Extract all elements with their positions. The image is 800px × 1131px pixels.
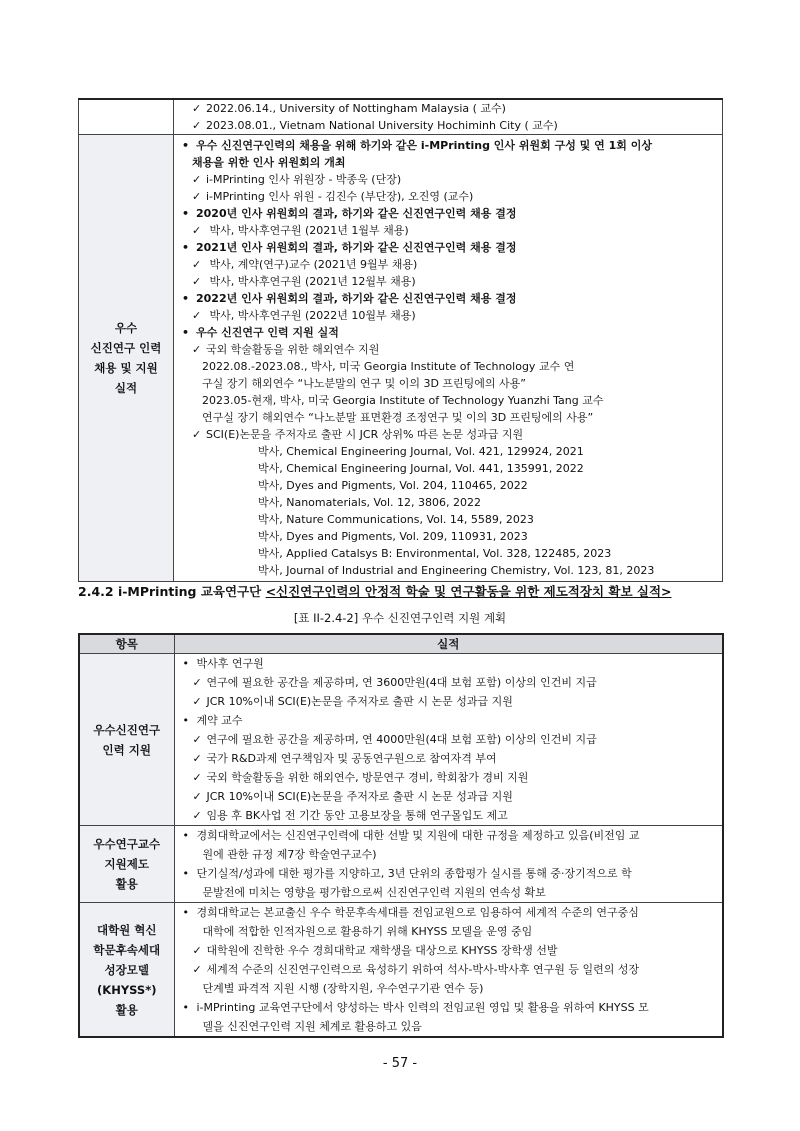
label-text: 활용	[115, 1002, 138, 1017]
line-text: 박사후 연구원	[196, 657, 264, 670]
line-text: JCR 10%이내 SCI(E)논문을 주저자로 출판 시 논문 성과급 지원	[206, 790, 513, 803]
check-icon: ✓	[192, 258, 202, 271]
line-text: 2023.05-현재, 박사, 미국 Georgia Institute of Technology Yuanzhi Tang 교수	[202, 394, 604, 407]
table-row	[79, 903, 723, 1038]
text-line	[174, 392, 722, 409]
text-line	[174, 477, 722, 494]
line-text: 우수 신진연구 인력 지원 실적	[196, 326, 339, 339]
section-heading-title: <신진연구인력의 안정적 학술 및 연구활동을 위한 제도적장치 확보 실적>	[265, 584, 672, 599]
bullet-icon: •	[182, 292, 190, 305]
bullet-item	[175, 826, 723, 845]
bullet-icon: •	[182, 829, 189, 842]
check-item	[175, 730, 723, 749]
line-text: 국외 학술활동을 위한 해외연수 지원	[206, 343, 380, 356]
row-content-cell	[174, 903, 723, 1038]
line-text: 임용 후 BK사업 전 기간 동안 고용보장을 통해 연구몰입도 제고	[206, 809, 508, 822]
check-item	[174, 341, 722, 358]
bullet-icon: •	[182, 326, 190, 339]
line-text: 2023.08.01., Vietnam National University Hochiminh City ( 교수)	[206, 119, 558, 132]
line-text: 박사, Applied Catalsys B: Environmental, Vol. 328, 122485, 2023	[258, 547, 612, 560]
bullet-icon: •	[182, 207, 190, 220]
line-text: 2021년 인사 위원회의 결과, 하기와 같은 신진연구인력 채용 결정	[196, 241, 517, 254]
line-text: 박사, Nanomaterials, Vol. 12, 3806, 2022	[258, 496, 481, 509]
line-text: i-MPrinting 인사 위원장 - 박종욱 (단장)	[206, 173, 402, 186]
line-text: 2022.08.-2023.08., 박사, 미국 Georgia Institute of Technology 교수 연	[202, 360, 575, 373]
line-text: 원에 관한 규정 제7장 학술연구교수)	[202, 848, 377, 861]
bullet-item	[175, 998, 723, 1017]
check-item	[175, 749, 723, 768]
row-label-cell	[79, 826, 174, 903]
check-item	[174, 117, 722, 134]
line-text: 경희대학교에서는 신진연구인력에 대한 선발 및 지원에 대한 규정을 제정하고 있음(비전임 교	[196, 829, 640, 842]
check-item	[175, 768, 723, 787]
row-label-cell	[79, 654, 174, 826]
text-line	[174, 443, 722, 460]
header-result: 실적	[174, 634, 723, 654]
line-text: 대학원에 진학한 우수 경희대학교 재학생을 대상으로 KHYSS 장학생 선발	[206, 944, 558, 957]
check-icon: ✓	[192, 809, 202, 822]
text-line	[174, 528, 722, 545]
line-text: 박사, 박사후연구원 (2021년 12월부 채용)	[206, 275, 416, 288]
bullet-item	[175, 903, 723, 922]
text-line	[175, 883, 723, 902]
check-icon: ✓	[192, 733, 202, 746]
bullet-item	[174, 239, 722, 256]
line-text: 박사, Chemical Engineering Journal, Vol. 441, 135991, 2022	[258, 462, 584, 475]
bullet-item	[175, 711, 723, 730]
label-text: 신진연구 인력	[90, 341, 162, 355]
row-content-cell	[174, 654, 723, 826]
line-text: 박사, 계약(연구)교수 (2021년 9월부 채용)	[206, 258, 418, 271]
bullet-icon: •	[182, 1001, 189, 1014]
line-text: 구실 장기 해외연수 “나노분말의 연구 및 이의 3D 프린팅에의 사용”	[202, 377, 526, 390]
bullet-item	[174, 324, 722, 341]
check-icon: ✓	[192, 428, 202, 441]
check-icon: ✓	[192, 343, 202, 356]
text-line	[174, 511, 722, 528]
label-text: 우수연구교수	[93, 837, 161, 851]
label-text: 활용	[115, 877, 138, 891]
check-icon: ✓	[192, 963, 202, 976]
text-line	[174, 562, 722, 579]
header-item: 항목	[79, 634, 174, 654]
recruitment-content-cell	[174, 135, 723, 582]
check-item	[174, 171, 722, 188]
text-line	[174, 545, 722, 562]
line-text: 단기실적/성과에 대한 평가를 지양하고, 3년 단위의 종합평가 실시를 통해 중·장기적으로 학	[196, 867, 632, 880]
check-icon: ✓	[192, 790, 202, 803]
line-text: 연구실 장기 해외연수 “나노분말 표면환경 조정연구 및 이의 3D 프린팅에의 사용”	[202, 411, 594, 424]
bullet-icon: •	[182, 139, 190, 152]
section-heading	[78, 582, 728, 600]
line-text: 2022.06.14., University of Nottingham Malaysia ( 교수)	[206, 102, 506, 115]
line-text: 연구에 필요한 공간을 제공하며, 연 3600만원(4대 보험 포함) 이상의 인건비 지급	[206, 676, 597, 689]
label-text: 대학원 혁신	[96, 922, 157, 937]
recruitment-table	[78, 98, 723, 582]
label-text: 인력 지원	[102, 742, 151, 757]
table-caption: [표 II-2.4-2] 우수 신진연구인력 지원 계획	[293, 611, 507, 625]
check-item	[175, 960, 723, 979]
text-line	[174, 375, 722, 392]
line-text: 박사, Nature Communications, Vol. 14, 5589, 2023	[258, 513, 534, 526]
check-icon: ✓	[192, 944, 202, 957]
line-text: 2022년 인사 위원회의 결과, 하기와 같은 신진연구인력 채용 결정	[196, 292, 517, 305]
check-item	[174, 188, 722, 205]
check-icon: ✓	[192, 771, 202, 784]
section-heading-prefix: 2.4.2 i-MPrinting 교육연구단	[78, 584, 266, 599]
label-text: 학문후속세대	[93, 942, 161, 957]
text-line	[174, 358, 722, 375]
continued-content-cell	[174, 99, 723, 135]
bullet-icon: •	[182, 657, 189, 670]
text-line	[174, 154, 722, 171]
table-row	[79, 826, 723, 903]
line-text: 박사, Dyes and Pigments, Vol. 209, 110931, 2023	[258, 530, 528, 543]
line-text: SCI(E)논문을 주저자로 출판 시 JCR 상위% 따른 논문 성과급 지원	[206, 428, 524, 441]
line-text: i-MPrinting 교육연구단에서 양성하는 박사 인력의 전임교원 영입 및 활용을 위하여 KHYSS 모	[196, 1001, 649, 1014]
bullet-item	[174, 290, 722, 307]
check-icon: ✓	[192, 102, 202, 115]
line-text: i-MPrinting 인사 위원 - 김진수 (부단장), 오진영 (교수)	[206, 190, 474, 203]
bullet-item	[175, 654, 723, 673]
text-line	[175, 922, 723, 941]
check-item	[175, 787, 723, 806]
row-label-cell	[79, 903, 174, 1038]
check-item	[174, 100, 722, 117]
check-item	[175, 692, 723, 711]
line-text: 박사, Dyes and Pigments, Vol. 204, 110465, 2022	[258, 479, 528, 492]
check-icon: ✓	[192, 309, 202, 322]
line-text: 델을 신진연구인력 지원 체계로 활용하고 있음	[202, 1020, 422, 1033]
line-text: 계약 교수	[196, 714, 243, 727]
bullet-icon: •	[182, 241, 190, 254]
line-text: 국외 학술활동을 위한 해외연수, 방문연구 경비, 학회참가 경비 지원	[206, 771, 529, 784]
line-text: 박사, 박사후연구원 (2021년 1월부 채용)	[206, 224, 409, 237]
check-item	[175, 673, 723, 692]
label-text: 성장모델	[104, 962, 149, 977]
check-icon: ✓	[192, 190, 202, 203]
text-line	[174, 494, 722, 511]
label-text: 지원제도	[104, 857, 149, 871]
line-text: 단계별 파격적 지원 시행 (장학지원, 우수연구기관 연수 등)	[202, 982, 484, 995]
line-text: 박사, Journal of Industrial and Engineering Chemistry, Vol. 123, 81, 2023	[258, 564, 655, 577]
line-text: 우수 신진연구인력의 채용을 위해 하기와 같은 i-MPrinting 인사 위원회 구성 및 연 1회 이상	[196, 139, 652, 152]
line-text: 국가 R&D과제 연구책임자 및 공동연구원으로 참여자격 부여	[206, 752, 497, 765]
line-text: 세계적 수준의 신진연구인력으로 육성하기 위하여 석사-박사-박사후 연구원 등 일련의 성장	[206, 963, 640, 976]
bullet-icon: •	[182, 867, 189, 880]
check-icon: ✓	[192, 119, 202, 132]
check-icon: ✓	[192, 752, 202, 765]
line-text: 경희대학교는 본교출신 우수 학문후속세대를 전임교원으로 임용하여 세계적 수준의 연구중심	[196, 906, 639, 919]
check-item	[174, 222, 722, 239]
text-line	[175, 845, 723, 864]
check-item	[175, 941, 723, 960]
check-item	[174, 256, 722, 273]
table-row	[79, 654, 723, 826]
line-text: 대학에 적합한 인적자원으로 활용하기 위해 KHYSS 모델을 운영 중임	[202, 925, 533, 938]
check-item	[175, 806, 723, 825]
label-text: (KHYSS*)	[97, 982, 157, 997]
line-text: 문발전에 미치는 영향을 평가함으로써 신진연구인력 지원의 연속성 확보	[202, 886, 546, 899]
text-line	[175, 1017, 723, 1036]
page-number: - 57 -	[382, 1056, 418, 1071]
bullet-icon: •	[182, 714, 189, 727]
check-item	[174, 273, 722, 290]
support-plan-table	[78, 633, 724, 1038]
check-item	[174, 426, 722, 443]
bullet-item	[175, 864, 723, 883]
check-icon: ✓	[192, 173, 202, 186]
label-text: 실적	[114, 381, 138, 395]
row-content-cell	[174, 826, 723, 903]
line-text: 2020년 인사 위원회의 결과, 하기와 같은 신진연구인력 채용 결정	[196, 207, 517, 220]
check-icon: ✓	[192, 676, 202, 689]
label-text: 채용 및 지원	[94, 361, 158, 375]
line-text: 박사, Chemical Engineering Journal, Vol. 421, 129924, 2021	[258, 445, 584, 458]
label-text: 우수신진연구	[93, 722, 161, 737]
check-icon: ✓	[192, 695, 202, 708]
line-text: 채용을 위한 인사 위원회의 개최	[192, 156, 346, 169]
line-text: 연구에 필요한 공간을 제공하며, 연 4000만원(4대 보험 포함) 이상의 인건비 지급	[206, 733, 597, 746]
check-icon: ✓	[192, 275, 202, 288]
line-text: 박사, 박사후연구원 (2022년 10월부 채용)	[206, 309, 416, 322]
continued-label-cell	[79, 99, 174, 135]
text-line	[174, 409, 722, 426]
bullet-item	[174, 137, 722, 154]
text-line	[174, 460, 722, 477]
check-item	[174, 307, 722, 324]
line-text: JCR 10%이내 SCI(E)논문을 주저자로 출판 시 논문 성과급 지원	[206, 695, 513, 708]
label-text: 우수	[114, 321, 138, 335]
text-line	[175, 979, 723, 998]
bullet-item	[174, 205, 722, 222]
recruitment-label-cell	[79, 135, 174, 582]
bullet-icon: •	[182, 906, 189, 919]
check-icon: ✓	[192, 224, 202, 237]
